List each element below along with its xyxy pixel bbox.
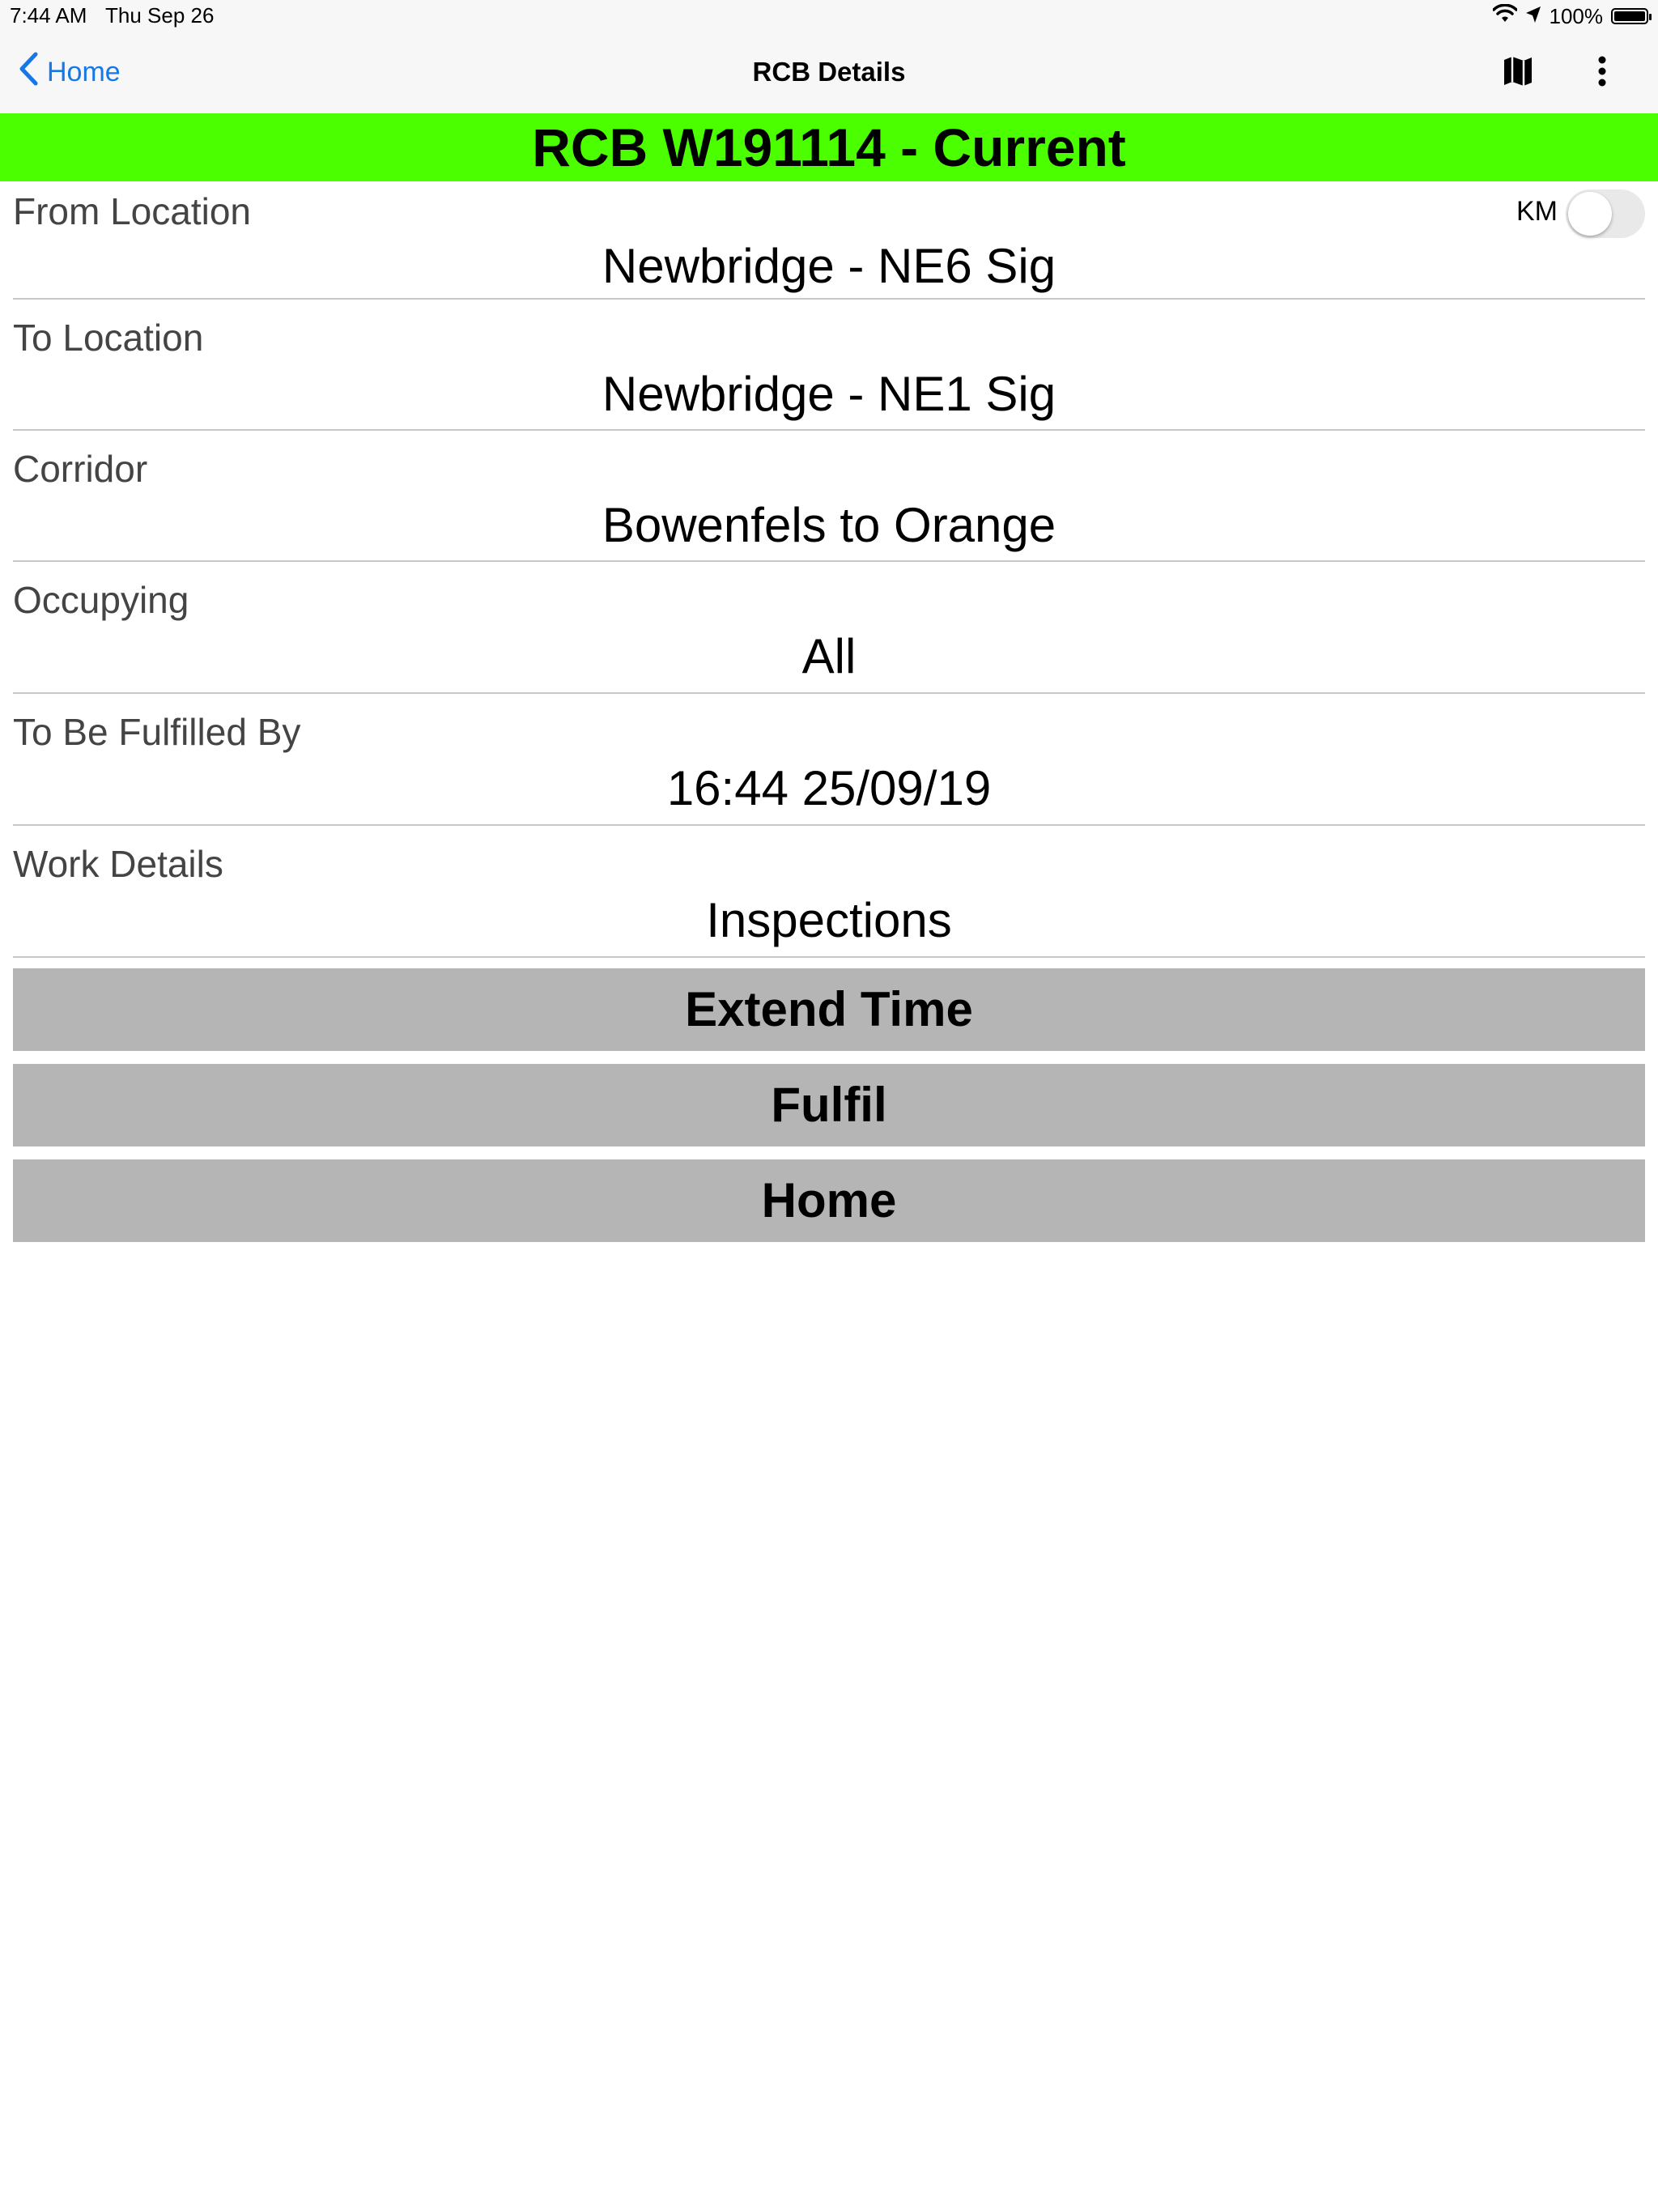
field-label: From Location	[13, 190, 252, 232]
battery-icon	[1611, 8, 1648, 24]
extend-time-button[interactable]: Extend Time	[13, 968, 1645, 1051]
km-toggle-label: KM	[1516, 196, 1558, 227]
battery-fill	[1614, 11, 1645, 21]
rcb-status-banner: RCB W191114 - Current	[0, 113, 1658, 181]
fulfil-button[interactable]: Fulfil	[13, 1064, 1645, 1146]
status-time: 7:44 AM	[10, 3, 87, 28]
more-vertical-icon[interactable]	[1596, 55, 1608, 91]
back-button-label: Home	[47, 57, 121, 87]
field-label: Occupying	[13, 579, 189, 621]
field-label: To Location	[13, 317, 204, 359]
field-value: Inspections	[706, 893, 952, 947]
km-toggle[interactable]	[1566, 189, 1645, 238]
status-indicators	[1493, 3, 1649, 29]
field-label: Corridor	[13, 448, 148, 490]
location-arrow-icon	[1525, 4, 1541, 29]
field-occupying	[13, 562, 1645, 694]
field-to-location	[13, 300, 1645, 431]
status-date: Thu Sep 26	[105, 3, 215, 28]
page-title: RCB Details	[752, 57, 906, 87]
field-label: Work Details	[13, 843, 223, 885]
field-value: Newbridge - NE6 Sig	[602, 239, 1056, 293]
field-work-details	[13, 826, 1645, 958]
map-icon[interactable]	[1503, 55, 1533, 91]
field-from-location	[13, 181, 1645, 300]
field-corridor	[13, 431, 1645, 562]
navigation-bar	[0, 32, 1658, 113]
home-button[interactable]: Home	[13, 1159, 1645, 1242]
status-bar	[0, 0, 1658, 32]
field-value: All	[801, 629, 857, 683]
wifi-icon	[1493, 4, 1517, 29]
field-value: Newbridge - NE1 Sig	[602, 367, 1056, 421]
toggle-knob	[1568, 192, 1612, 236]
field-value: 16:44 25/09/19	[666, 761, 992, 815]
field-label: To Be Fulfilled By	[13, 711, 301, 753]
field-value: Bowenfels to Orange	[602, 498, 1056, 552]
battery-percent: 100%	[1549, 3, 1603, 28]
field-to-be-fulfilled-by	[13, 694, 1645, 826]
